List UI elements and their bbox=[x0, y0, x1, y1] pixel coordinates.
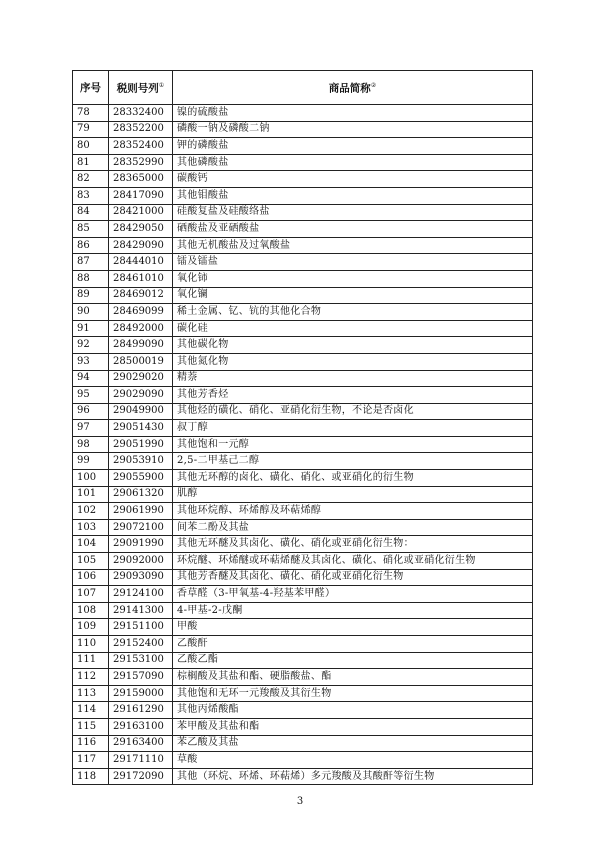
cell-serial-number: 92 bbox=[73, 337, 109, 354]
table-row bbox=[73, 602, 533, 619]
cell-product-name: 叔丁醇 bbox=[173, 420, 533, 437]
header-tariff-code-label: 税则号列 bbox=[116, 82, 159, 95]
cell-serial-number: 102 bbox=[73, 503, 109, 520]
table-row bbox=[73, 636, 533, 653]
cell-product-name: 其他丙烯酸酯 bbox=[173, 702, 533, 719]
cell-serial-number: 93 bbox=[73, 353, 109, 370]
cell-product-name: 甲酸 bbox=[173, 619, 533, 636]
table-row bbox=[73, 652, 533, 669]
cell-serial-number: 78 bbox=[73, 105, 109, 122]
cell-serial-number: 101 bbox=[73, 486, 109, 503]
table-row bbox=[73, 270, 533, 287]
table-row bbox=[73, 453, 533, 470]
cell-product-name: 环烷醚、环烯醚或环萜烯醚及其卤化、磺化、硝化或亚硝化衍生物 bbox=[173, 553, 533, 570]
cell-tariff-code: 29153100 bbox=[109, 652, 173, 669]
tariff-table bbox=[72, 70, 533, 785]
table-body bbox=[73, 105, 533, 785]
cell-product-name: 其他芳香醚及其卤化、磺化、硝化或亚硝化衍生物 bbox=[173, 569, 533, 586]
table-row bbox=[73, 619, 533, 636]
cell-serial-number: 81 bbox=[73, 154, 109, 171]
cell-product-name: 镭及镭盐 bbox=[173, 254, 533, 271]
cell-serial-number: 100 bbox=[73, 470, 109, 487]
cell-tariff-code: 29163100 bbox=[109, 718, 173, 735]
cell-serial-number: 110 bbox=[73, 636, 109, 653]
cell-product-name: 其他环烷醇、环烯醇及环萜烯醇 bbox=[173, 503, 533, 520]
table-row bbox=[73, 337, 533, 354]
table-row bbox=[73, 685, 533, 702]
page-number: 3 bbox=[296, 796, 304, 807]
cell-product-name: 硅酸复盐及硅酸络盐 bbox=[173, 204, 533, 221]
table-row bbox=[73, 553, 533, 570]
cell-product-name: 其他无环醇的卤化、磺化、硝化、或亚硝化的衍生物 bbox=[173, 470, 533, 487]
cell-product-name: 氧化铈 bbox=[173, 270, 533, 287]
cell-product-name: 钾的磷酸盐 bbox=[173, 138, 533, 155]
cell-serial-number: 84 bbox=[73, 204, 109, 221]
header-tariff-code-footnote-mark: ① bbox=[158, 82, 165, 90]
cell-tariff-code: 28469099 bbox=[109, 304, 173, 321]
cell-tariff-code: 29172090 bbox=[109, 768, 173, 785]
cell-product-name: 草酸 bbox=[173, 752, 533, 769]
cell-product-name: 碳化硅 bbox=[173, 320, 533, 337]
table-row bbox=[73, 586, 533, 603]
cell-serial-number: 107 bbox=[73, 586, 109, 603]
table-row bbox=[73, 154, 533, 171]
cell-tariff-code: 28365000 bbox=[109, 171, 173, 188]
cell-product-name: 间苯二酚及其盐 bbox=[173, 519, 533, 536]
cell-serial-number: 79 bbox=[73, 121, 109, 138]
cell-serial-number: 98 bbox=[73, 436, 109, 453]
cell-product-name: 碳酸钙 bbox=[173, 171, 533, 188]
cell-tariff-code: 28417090 bbox=[109, 187, 173, 204]
cell-product-name: 其他碳化物 bbox=[173, 337, 533, 354]
cell-serial-number: 104 bbox=[73, 536, 109, 553]
cell-serial-number: 80 bbox=[73, 138, 109, 155]
cell-product-name: 硒酸盐及亚硒酸盐 bbox=[173, 221, 533, 238]
cell-tariff-code: 29061990 bbox=[109, 503, 173, 520]
table-row bbox=[73, 138, 533, 155]
table-row bbox=[73, 519, 533, 536]
cell-product-name: 其他氮化物 bbox=[173, 353, 533, 370]
cell-tariff-code: 28461010 bbox=[109, 270, 173, 287]
cell-serial-number: 103 bbox=[73, 519, 109, 536]
cell-product-name: 磷酸一钠及磷酸二钠 bbox=[173, 121, 533, 138]
cell-product-name: 氧化镧 bbox=[173, 287, 533, 304]
cell-product-name: 其他无机酸盐及过氧酸盐 bbox=[173, 237, 533, 254]
cell-product-name: 精萘 bbox=[173, 370, 533, 387]
table-row bbox=[73, 121, 533, 138]
cell-tariff-code: 29051430 bbox=[109, 420, 173, 437]
table-row bbox=[73, 353, 533, 370]
table-row bbox=[73, 486, 533, 503]
table-row bbox=[73, 287, 533, 304]
cell-tariff-code: 29092000 bbox=[109, 553, 173, 570]
cell-tariff-code: 29029090 bbox=[109, 387, 173, 404]
cell-product-name: 稀土金属、钇、钪的其他化合物 bbox=[173, 304, 533, 321]
table-row bbox=[73, 503, 533, 520]
table-row bbox=[73, 536, 533, 553]
cell-tariff-code: 28332400 bbox=[109, 105, 173, 122]
cell-product-name: 其他（环烷、环烯、环萜烯）多元羧酸及其酸酐等衍生物 bbox=[173, 768, 533, 785]
cell-tariff-code: 28500019 bbox=[109, 353, 173, 370]
cell-tariff-code: 29072100 bbox=[109, 519, 173, 536]
cell-product-name: 其他芳香烃 bbox=[173, 387, 533, 404]
cell-product-name: 其他饱和一元醇 bbox=[173, 436, 533, 453]
cell-serial-number: 112 bbox=[73, 669, 109, 686]
table-row bbox=[73, 702, 533, 719]
table-row bbox=[73, 735, 533, 752]
cell-product-name: 2,5-二甲基己二醇 bbox=[173, 453, 533, 470]
cell-tariff-code: 29029020 bbox=[109, 370, 173, 387]
cell-serial-number: 89 bbox=[73, 287, 109, 304]
table-row bbox=[73, 387, 533, 404]
table-row bbox=[73, 320, 533, 337]
cell-tariff-code: 29055900 bbox=[109, 470, 173, 487]
cell-product-name: 其他烃的磺化、硝化、亚硝化衍生物，不论是否卤化 bbox=[173, 403, 533, 420]
table-row bbox=[73, 370, 533, 387]
cell-serial-number: 115 bbox=[73, 718, 109, 735]
cell-tariff-code: 29051990 bbox=[109, 436, 173, 453]
table-row bbox=[73, 304, 533, 321]
cell-serial-number: 85 bbox=[73, 221, 109, 238]
cell-serial-number: 97 bbox=[73, 420, 109, 437]
cell-tariff-code: 28444010 bbox=[109, 254, 173, 271]
cell-tariff-code: 28492000 bbox=[109, 320, 173, 337]
cell-serial-number: 111 bbox=[73, 652, 109, 669]
cell-tariff-code: 29091990 bbox=[109, 536, 173, 553]
cell-serial-number: 117 bbox=[73, 752, 109, 769]
cell-tariff-code: 29141300 bbox=[109, 602, 173, 619]
table-row bbox=[73, 752, 533, 769]
cell-product-name: 苯乙酸及其盐 bbox=[173, 735, 533, 752]
cell-serial-number: 82 bbox=[73, 171, 109, 188]
cell-product-name: 乙酸酐 bbox=[173, 636, 533, 653]
cell-tariff-code: 28352400 bbox=[109, 138, 173, 155]
cell-tariff-code: 29159000 bbox=[109, 685, 173, 702]
cell-product-name: 棕榈酸及其盐和酯、硬脂酸盐、酯 bbox=[173, 669, 533, 686]
cell-serial-number: 99 bbox=[73, 453, 109, 470]
table-row bbox=[73, 436, 533, 453]
cell-product-name: 其他饱和无环一元羧酸及其衍生物 bbox=[173, 685, 533, 702]
cell-tariff-code: 28429050 bbox=[109, 221, 173, 238]
cell-product-name: 乙酸乙酯 bbox=[173, 652, 533, 669]
cell-tariff-code: 29053910 bbox=[109, 453, 173, 470]
table-row bbox=[73, 470, 533, 487]
cell-tariff-code: 28421000 bbox=[109, 204, 173, 221]
header-tariff-code bbox=[109, 71, 173, 105]
cell-serial-number: 86 bbox=[73, 237, 109, 254]
cell-product-name: 肌醇 bbox=[173, 486, 533, 503]
header-product-name-footnote-mark: ② bbox=[370, 82, 377, 90]
cell-serial-number: 108 bbox=[73, 602, 109, 619]
table-row bbox=[73, 187, 533, 204]
table-row bbox=[73, 237, 533, 254]
cell-product-name: 镍的硫酸盐 bbox=[173, 105, 533, 122]
cell-product-name: 其他钼酸盐 bbox=[173, 187, 533, 204]
header-serial-number bbox=[73, 71, 109, 105]
cell-serial-number: 90 bbox=[73, 304, 109, 321]
cell-tariff-code: 28469012 bbox=[109, 287, 173, 304]
cell-tariff-code: 29061320 bbox=[109, 486, 173, 503]
cell-serial-number: 94 bbox=[73, 370, 109, 387]
table-row bbox=[73, 105, 533, 122]
header-product-name-label: 商品简称 bbox=[328, 82, 371, 95]
cell-tariff-code: 28499090 bbox=[109, 337, 173, 354]
cell-tariff-code: 29152400 bbox=[109, 636, 173, 653]
cell-serial-number: 113 bbox=[73, 685, 109, 702]
header-product-name bbox=[173, 71, 533, 105]
cell-product-name: 香草醛（3-甲氧基-4-羟基苯甲醛） bbox=[173, 586, 533, 603]
table-row bbox=[73, 171, 533, 188]
table-row bbox=[73, 403, 533, 420]
table-row bbox=[73, 569, 533, 586]
cell-serial-number: 91 bbox=[73, 320, 109, 337]
cell-serial-number: 106 bbox=[73, 569, 109, 586]
cell-tariff-code: 28352200 bbox=[109, 121, 173, 138]
cell-tariff-code: 29049900 bbox=[109, 403, 173, 420]
cell-tariff-code: 29163400 bbox=[109, 735, 173, 752]
table-row bbox=[73, 768, 533, 785]
cell-product-name: 其他无环醚及其卤化、磺化、硝化或亚硝化衍生物： bbox=[173, 536, 533, 553]
cell-serial-number: 118 bbox=[73, 768, 109, 785]
table-row bbox=[73, 221, 533, 238]
table-row bbox=[73, 204, 533, 221]
cell-tariff-code: 29171110 bbox=[109, 752, 173, 769]
cell-serial-number: 109 bbox=[73, 619, 109, 636]
cell-serial-number: 116 bbox=[73, 735, 109, 752]
cell-serial-number: 95 bbox=[73, 387, 109, 404]
header-serial-number-label: 序号 bbox=[80, 81, 101, 94]
cell-product-name: 苯甲酸及其盐和酯 bbox=[173, 718, 533, 735]
cell-serial-number: 87 bbox=[73, 254, 109, 271]
cell-product-name: 其他磷酸盐 bbox=[173, 154, 533, 171]
cell-tariff-code: 29093090 bbox=[109, 569, 173, 586]
cell-product-name: 4-甲基-2-戊酮 bbox=[173, 602, 533, 619]
table-row bbox=[73, 420, 533, 437]
cell-tariff-code: 28352990 bbox=[109, 154, 173, 171]
cell-serial-number: 83 bbox=[73, 187, 109, 204]
cell-tariff-code: 28429090 bbox=[109, 237, 173, 254]
cell-serial-number: 88 bbox=[73, 270, 109, 287]
cell-serial-number: 105 bbox=[73, 553, 109, 570]
cell-tariff-code: 29161290 bbox=[109, 702, 173, 719]
cell-tariff-code: 29157090 bbox=[109, 669, 173, 686]
table-header bbox=[73, 71, 533, 105]
cell-tariff-code: 29151100 bbox=[109, 619, 173, 636]
cell-tariff-code: 29124100 bbox=[109, 586, 173, 603]
table-row bbox=[73, 718, 533, 735]
table-row bbox=[73, 669, 533, 686]
table-row bbox=[73, 254, 533, 271]
cell-serial-number: 114 bbox=[73, 702, 109, 719]
cell-serial-number: 96 bbox=[73, 403, 109, 420]
header-row bbox=[73, 71, 533, 105]
